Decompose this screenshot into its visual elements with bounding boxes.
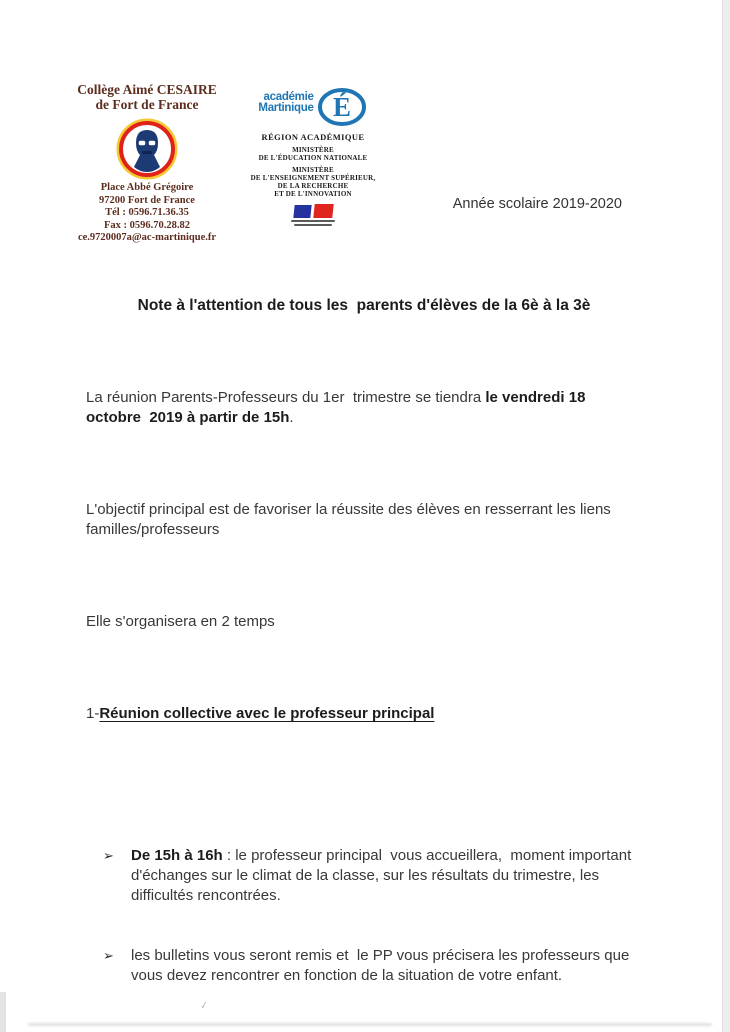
ministere2-line4: ET DE L'INNOVATION: [274, 190, 352, 198]
arrow-bullet-icon: ➢: [103, 848, 114, 863]
ministere1-line1: MINISTÈRE: [292, 146, 334, 154]
letter-title: Note à l'attention de tous les parents d'élèves de la 6è à la 3è: [137, 297, 591, 314]
ministere2-line1: MINISTÈRE: [292, 166, 334, 174]
p1-end: .: [289, 409, 294, 426]
p1-text: La réunion Parents-Professeurs du 1er trimestre se tiendra: [86, 389, 486, 406]
ministere-education-block: [238, 146, 388, 162]
paragraph-organisation: Elle s'organisera en 2 temps: [86, 613, 275, 630]
section1-bullet-list: [86, 806, 642, 1026]
school-phone: Tél : 0596.71.36.35: [105, 207, 189, 218]
bullet1-text: : le professeur principal vous accueillera, moment important d'échanges sur le climat de la classe, sur les résultats du trimestre, les difficultés rencontrées.: [131, 847, 640, 904]
ministere-enseignement-block: [238, 166, 388, 198]
school-year-label: Année scolaire 2019-2020: [452, 196, 622, 212]
p1-date-bold: le vendredi 18 octobre 2019 à partir de 15h: [86, 389, 590, 426]
school-name-line1: Collège Aimé CESAIRE: [77, 82, 217, 97]
school-name: [58, 82, 236, 112]
section1-heading: [86, 704, 642, 724]
school-address2: 97200 Fort de France: [99, 194, 195, 206]
ministere2-line3: DE LA RECHERCHE: [277, 182, 349, 190]
school-name-line2: de Fort de France: [95, 97, 199, 112]
svg-text:É: É: [332, 92, 351, 122]
school-email: ce.9720007a@ac-martinique.fr: [77, 232, 217, 243]
section1-title: Réunion collective avec le professeur principal: [99, 705, 435, 722]
academie-martinique-logo: [238, 78, 388, 128]
scan-edge-right: [722, 0, 730, 1032]
letter-body: [86, 224, 642, 1032]
school-crest-icon: [115, 116, 179, 180]
republique-francaise-flag-icon: [290, 205, 336, 226]
region-academique-label: RÉGION ACADÉMIQUE: [261, 132, 365, 142]
scan-smudge-left: [0, 992, 6, 1032]
paragraph-objectif: L'objectif principal est de favoriser la réussite des élèves en resserrant les liens familles/professeurs: [86, 501, 615, 538]
academie-header-block: [238, 78, 388, 226]
arrow-bullet-icon: ➢: [103, 948, 114, 963]
ministere1-line2: DE L'ÉDUCATION NATIONALE: [258, 154, 368, 162]
ministere2-line2: DE L'ENSEIGNEMENT SUPÉRIEUR,: [250, 174, 376, 182]
bullet1-time-bold: De 15h à 16h: [131, 847, 223, 864]
bullet-item-1: [86, 846, 642, 906]
pencil-smudge: ✓: [199, 999, 210, 1013]
academie-word2: Martinique: [258, 102, 314, 114]
paragraph-reunion: [86, 388, 642, 428]
academie-e-icon: [316, 78, 368, 128]
scan-edge-bottom: [28, 1023, 712, 1026]
academie-logo-words: [258, 92, 313, 115]
section1-number: 1-: [86, 705, 100, 722]
school-header-block: [58, 82, 236, 245]
bullet-item-2: [86, 946, 642, 986]
school-fax: Fax : 0596.70.28.82: [103, 219, 191, 231]
academie-word1: académie: [263, 90, 314, 103]
school-address1: Place Abbé Grégoire: [100, 182, 194, 193]
bullet2-text: les bulletins vous seront remis et le PP vous précisera les professeurs que vous devez rencontrer en fonction de la situation de votre enfant.: [131, 947, 634, 984]
